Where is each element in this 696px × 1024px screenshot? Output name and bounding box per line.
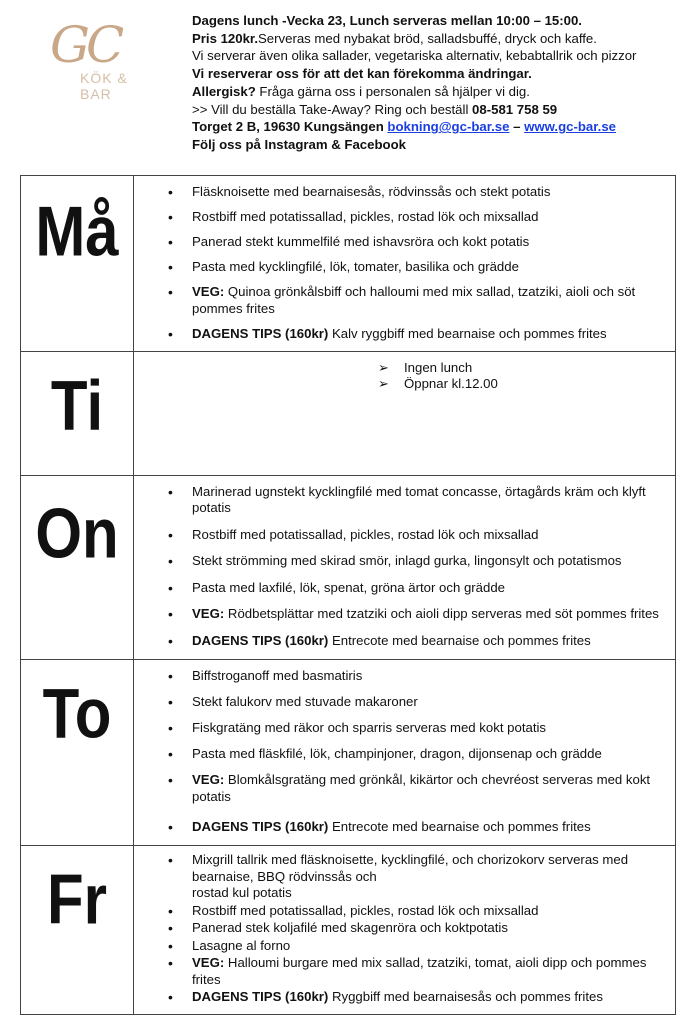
day-label: On [35, 493, 119, 573]
list-item: • Pasta med laxfilé, lök, spenat, gröna ärtor och grädde [134, 580, 659, 597]
logo-subtitle: KÖK & BAR [80, 70, 128, 102]
day-label: Fr [47, 859, 107, 939]
day-row-wednesday [21, 475, 676, 660]
list-item: • DAGENS TIPS (160kr) Entrecote med bearnaise och pommes frites [134, 633, 659, 650]
phone-number: 08-581 758 59 [472, 101, 558, 117]
day-row-thursday [21, 660, 676, 846]
header-price-line: Pris 120kr.Serveras med nybakat bröd, salladsbuffé, dryck och kaffe. [192, 30, 597, 46]
list-item: • Rostbiff med potatissallad, pickles, rostad lök och mixsallad [134, 527, 659, 544]
list-item: • Panerad stekt kummelfilé med ishavsröra och kokt potatis [134, 234, 659, 251]
closed-notes [134, 352, 675, 393]
list-item: • Rostbiff med potatissallad, pickles, rostad lök och mixsallad [134, 209, 659, 226]
header-offer-line: Vi serverar även olika sallader, vegetariska alternativ, kebabtallrik och pizzor [192, 48, 637, 64]
list-item: • DAGENS TIPS (160kr) Ryggbiff med bearnaisesås och pommes frites [134, 989, 659, 1006]
email-link[interactable]: bokning@gc-bar.se [387, 119, 510, 135]
menu-header [192, 12, 682, 154]
day-label: To [42, 673, 112, 753]
header-takeaway-line: >> Vill du beställa Take-Away? Ring och beställ 08-581 758 59 [192, 101, 558, 117]
day-row-friday [21, 846, 676, 1015]
list-item: • Biffstroganoff med basmatiris [134, 668, 659, 685]
list-item: ➢ Ingen lunch [378, 360, 675, 377]
list-item: ➢ Öppnar kl.12.00 [378, 376, 675, 393]
dish-list [134, 476, 675, 650]
list-item: • Lasagne al forno [134, 938, 659, 955]
header-week-line: Dagens lunch -Vecka 23, Lunch serveras mellan 10:00 – 15:00. [192, 13, 582, 28]
day-row-tuesday [21, 351, 676, 475]
list-item: • Fiskgratäng med räkor och sparris serveras med kokt potatis [134, 720, 659, 737]
dish-list [134, 660, 675, 836]
list-item: • VEG: Quinoa grönkålsbiff och halloumi med mix sallad, tzatziki, aioli och söt pommes frites [134, 284, 659, 317]
logo [44, 16, 164, 102]
header-disclaimer-line: Vi reserverar oss för att det kan förekomma ändringar. [192, 66, 532, 82]
list-item: • VEG: Halloumi burgare med mix sallad, tzatziki, tomat, aioli dipp och pommes frites [134, 955, 659, 988]
list-item: • Fläsknoisette med bearnaisesås, rödvinssås och stekt potatis [134, 184, 659, 201]
list-item: • VEG: Blomkålsgratäng med grönkål, kikärtor och chevréost serveras med kokt potatis [134, 772, 659, 805]
day-label: Ti [50, 365, 104, 445]
website-link[interactable]: www.gc-bar.se [524, 119, 616, 135]
header-social-line: Följ oss på Instagram & Facebook [192, 136, 406, 152]
logo-mark: GC [50, 16, 121, 74]
dish-list [134, 846, 675, 1006]
list-item: • Stekt strömming med skirad smör, inlagd gurka, lingonsylt och potatismos [134, 553, 659, 570]
list-item: • Pasta med fläskfilé, lök, champinjoner, dragon, dijonsenap och grädde [134, 746, 659, 763]
day-label: Må [35, 191, 119, 271]
list-item: • Panerad stek koljafilé med skagenröra och koktpotatis [134, 920, 659, 937]
header-allergy-line: Allergisk? Fråga gärna oss i personalen så hjälper vi dig. [192, 83, 530, 99]
day-row-monday [21, 176, 676, 352]
list-item: • Stekt falukorv med stuvade makaroner [134, 694, 659, 711]
header-address-line: Torget 2 B, 19630 Kungsängen bokning@gc-bar.se – www.gc-bar.se [192, 119, 616, 135]
list-item: • Mixgrill tallrik med fläsknoisette, kycklingfilé, och chorizokorv serveras med bearnaise, BBQ rödvinssås och rostad kul potatis [134, 852, 659, 902]
list-item: • DAGENS TIPS (160kr) Entrecote med bearnaise och pommes frites [134, 819, 659, 836]
list-item: • VEG: Rödbetsplättar med tzatziki och aioli dipp serveras med söt pommes frites [134, 606, 659, 623]
weekly-menu-table [20, 175, 676, 1015]
list-item: • Pasta med kycklingfilé, lök, tomater, basilika och grädde [134, 259, 659, 276]
list-item: • Marinerad ugnstekt kycklingfilé med tomat concasse, örtagårds kräm och klyft potatis [134, 484, 659, 517]
dish-list [134, 176, 675, 342]
list-item: • Rostbiff med potatissallad, pickles, rostad lök och mixsallad [134, 903, 659, 920]
list-item: • DAGENS TIPS (160kr) Kalv ryggbiff med bearnaise och pommes frites [134, 326, 659, 343]
